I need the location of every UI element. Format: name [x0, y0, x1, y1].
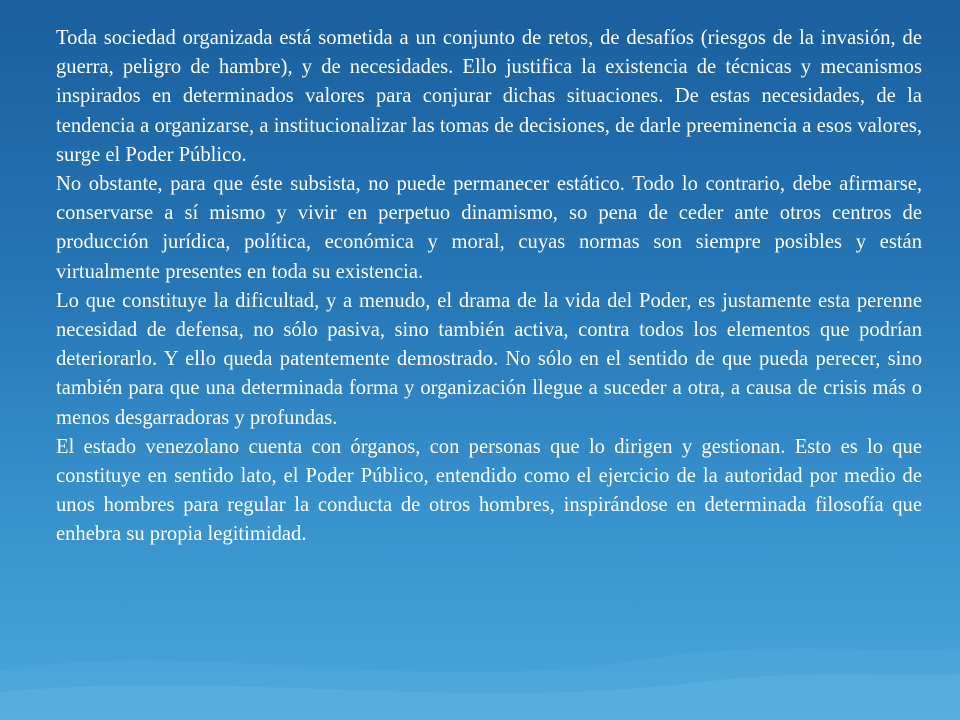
background-wave-decoration	[0, 600, 960, 720]
body-text	[56, 24, 922, 550]
paragraph: No obstante, para que éste subsista, no puede permanecer estático. Todo lo contrario, debe afirmarse, conservarse a sí mismo y vivir en perpetuo dinamismo, so pena de ceder ante otros centros de producción jurídica, política, económica y moral, cuyas normas son siempre posibles y están virtualmente presentes en toda su existencia.	[56, 173, 922, 283]
paragraph: Lo que constituye la dificultad, y a menudo, el drama de la vida del Poder, es justamente esta perenne necesidad de defensa, no sólo pasiva, sino también activa, contra todos los elementos que podrían deteriorarlo. Y ello queda patentemente demostrado. No sólo en el sentido de que pueda perecer, sino también para que una determinada forma y organización llegue a suceder a otra, a causa de crisis más o menos desgarradoras y profundas.	[56, 289, 922, 429]
paragraph: El estado venezolano cuenta con órganos, con personas que lo dirigen y gestionan. Esto es lo que constituye en sentido lato, el Poder Público, entendido como el ejercicio de la autoridad por medio de unos hombres para regular la conducta de otros hombres, inspirándose en determinada filosofía que enhebra su propia legitimidad.	[56, 435, 922, 546]
paragraph: Toda sociedad organizada está sometida a un conjunto de retos, de desafíos (riesgos de la invasión, de guerra, peligro de hambre), y de necesidades. Ello justifica la existencia de técnicas y mecanismos inspirados en determinados valores para conjurar dichas situaciones. De estas necesidades, de la tendencia a organizarse, a institucionalizar las tomas de decisiones, de darle preeminencia a esos valores, surge el Poder Público.	[56, 27, 922, 166]
